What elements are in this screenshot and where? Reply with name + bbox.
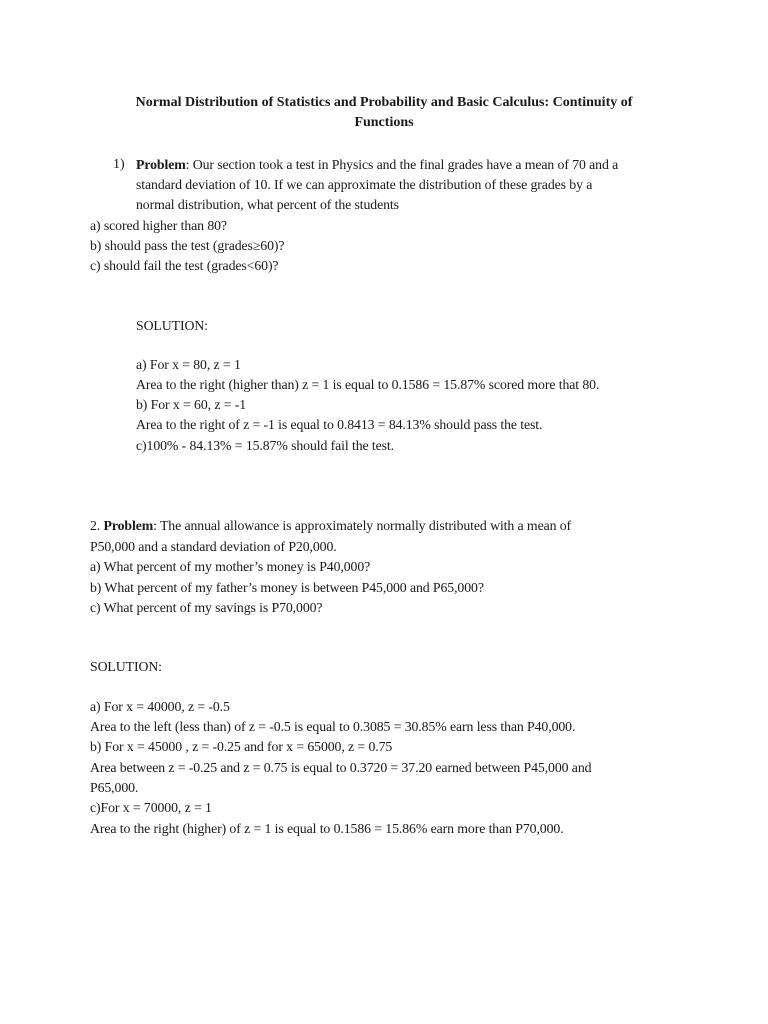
- solution-2-line-5: P65,000.: [90, 780, 139, 795]
- solution-1-line-1: a) For x = 80, z = 1: [136, 357, 241, 372]
- solution-1-line-4: Area to the right of z = -1 is equal to 0.8413 = 84.13% should pass the test.: [136, 417, 543, 432]
- problem-2-line-2: P50,000 and a standard deviation of P20,000.: [90, 539, 337, 554]
- problem-2-text: : The annual allowance is approximately normally distributed with a mean of: [153, 518, 572, 533]
- problem-1-item-a: a) scored higher than 80?: [90, 218, 227, 233]
- problem-2-item-c: c) What percent of my savings is P70,000?: [90, 600, 323, 615]
- document-title-line-1: Normal Distribution of Statistics and Probability and Basic Calculus: Continuity of: [135, 95, 633, 110]
- solution-1-heading: SOLUTION:: [136, 318, 208, 333]
- document-title-line-2: Functions: [354, 115, 414, 130]
- problem-1-line-1: [136, 155, 618, 175]
- problem-1-item-c: c) should fail the test (grades<60)?: [90, 258, 279, 273]
- problem-1-label: Problem: [136, 157, 186, 172]
- solution-2-heading: SOLUTION:: [90, 659, 162, 674]
- problem-2-label: Problem: [103, 518, 154, 533]
- problem-1-line-2: standard deviation of 10. If we can approximate the distribution of these grades by a: [136, 177, 593, 192]
- problem-1-line-3: normal distribution, what percent of the students: [136, 197, 399, 212]
- solution-2-line-2: Area to the left (less than) of z = -0.5 is equal to 0.3085 = 30.85% earn less than P40,000.: [90, 719, 576, 734]
- solution-1-line-5: c)100% - 84.13% = 15.87% should fail the test.: [136, 438, 394, 453]
- problem-2-number: 2.: [90, 518, 101, 533]
- problem-1-number: 1): [113, 157, 125, 172]
- solution-1-line-3: b) For x = 60, z = -1: [136, 397, 247, 412]
- problem-1-text: : Our section took a test in Physics and the final grades have a mean of 70 and a: [185, 157, 619, 172]
- solution-2-line-3: b) For x = 45000 , z = -0.25 and for x = 65000, z = 0.75: [90, 739, 393, 754]
- solution-2-line-1: a) For x = 40000, z = -0.5: [90, 699, 230, 714]
- solution-1-line-2: Area to the right (higher than) z = 1 is equal to 0.1586 = 15.87% scored more that 80.: [136, 377, 600, 392]
- problem-2-line-1: [90, 516, 571, 536]
- problem-2-item-a: a) What percent of my mother’s money is P40,000?: [90, 559, 371, 574]
- problem-1-item-b: b) should pass the test (grades≥60)?: [90, 238, 285, 253]
- solution-2-line-6: c)For x = 70000, z = 1: [90, 800, 212, 815]
- problem-2-item-b: b) What percent of my father’s money is between P45,000 and P65,000?: [90, 580, 484, 595]
- solution-2-line-4: Area between z = -0.25 and z = 0.75 is equal to 0.3720 = 37.20 earned between P45,000 and: [90, 760, 592, 775]
- solution-2-line-7: Area to the right (higher) of z = 1 is equal to 0.1586 = 15.86% earn more than P70,000.: [90, 821, 564, 836]
